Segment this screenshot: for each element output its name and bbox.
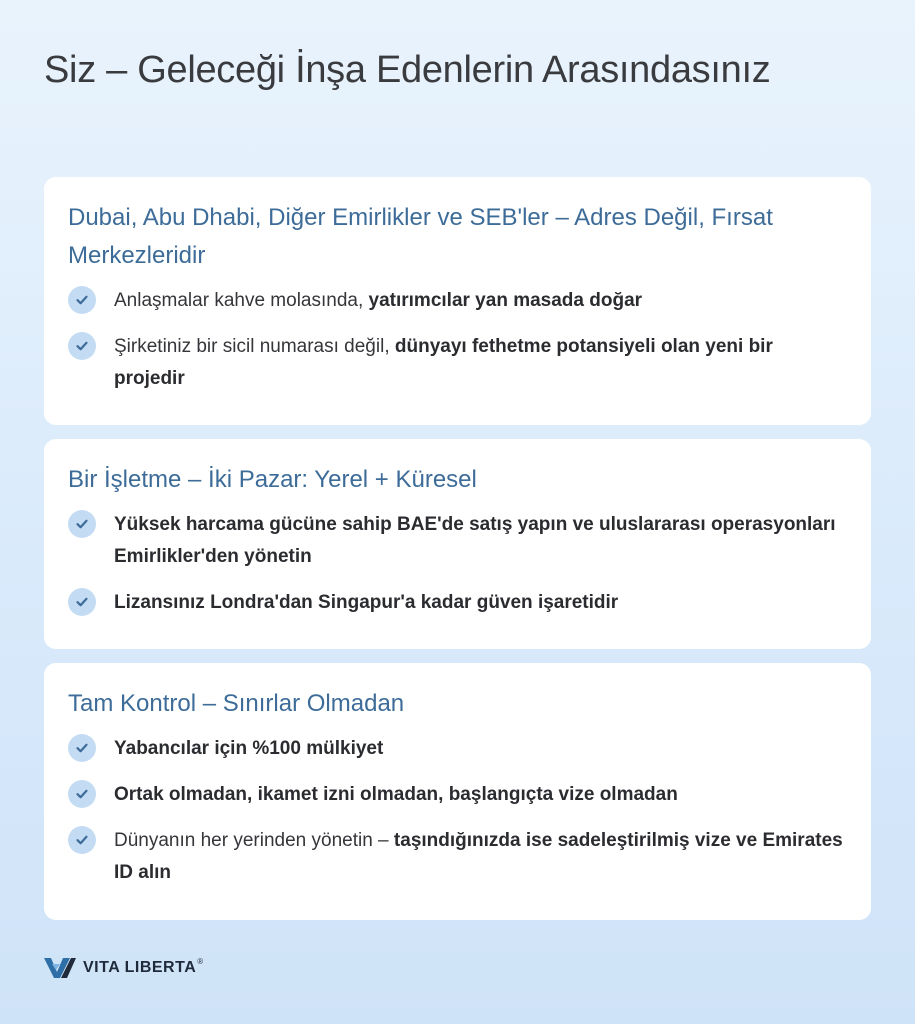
item-bold-text: Yüksek harcama gücüne sahip BAE'de satış yapın ve uluslararası operasyonları Emirlikler'den yönetin	[114, 514, 836, 567]
item-plain-text: Dünyanın her yerinden yönetin –	[114, 830, 394, 851]
list-item	[68, 825, 847, 889]
vita-liberta-logo-icon	[43, 956, 77, 980]
list-item	[68, 587, 847, 619]
check-icon	[68, 588, 96, 616]
check-icon	[68, 734, 96, 762]
registered-mark: ®	[197, 956, 204, 966]
item-bold-text: yatırımcılar yan masada doğar	[368, 290, 643, 311]
check-icon	[68, 510, 96, 538]
info-card-markets	[44, 439, 871, 649]
item-plain-text: Şirketiniz bir sicil numarası değil,	[114, 336, 395, 357]
check-icon	[68, 332, 96, 360]
info-card-control	[44, 663, 871, 920]
list-item-text	[114, 779, 678, 811]
list-item	[68, 509, 847, 573]
list-item	[68, 733, 847, 765]
logo-text: VITA LIBERTA	[83, 959, 197, 976]
info-card-emirates	[44, 177, 871, 425]
item-bold-text: Yabancılar için %100 mülkiyet	[114, 738, 384, 759]
list-item	[68, 285, 847, 317]
brand-logo	[43, 956, 203, 980]
item-bold-text: taşındığınızda ise sadeleştirilmiş vize ve Emirates ID alın	[114, 830, 843, 883]
list-item-text	[114, 285, 642, 317]
item-bold-text: Lizansınız Londra'dan Singapur'a kadar güven işaretidir	[114, 592, 619, 613]
list-item	[68, 779, 847, 811]
check-icon	[68, 826, 96, 854]
page-title: Siz – Geleceği İnşa Edenlerin Arasındasınız	[44, 49, 771, 91]
list-item	[68, 331, 847, 395]
card-title: Dubai, Abu Dhabi, Diğer Emirlikler ve SEB'ler – Adres Değil, Fırsat Merkezleridir	[68, 204, 773, 269]
list-item-text	[114, 825, 847, 889]
card-title: Tam Kontrol – Sınırlar Olmadan	[68, 690, 405, 717]
list-item-text	[114, 587, 618, 619]
check-icon	[68, 286, 96, 314]
list-item-text	[114, 331, 847, 395]
card-title: Bir İşletme – İki Pazar: Yerel + Küresel	[68, 466, 477, 493]
item-plain-text: Anlaşmalar kahve molasında,	[114, 290, 369, 311]
list-item-text	[114, 509, 847, 573]
check-icon	[68, 780, 96, 808]
list-item-text	[114, 733, 383, 765]
item-bold-text: Ortak olmadan, ikamet izni olmadan, başlangıçta vize olmadan	[114, 784, 678, 805]
item-bold-text: dünyayı fethetme potansiyeli olan yeni bir projedir	[114, 336, 773, 389]
